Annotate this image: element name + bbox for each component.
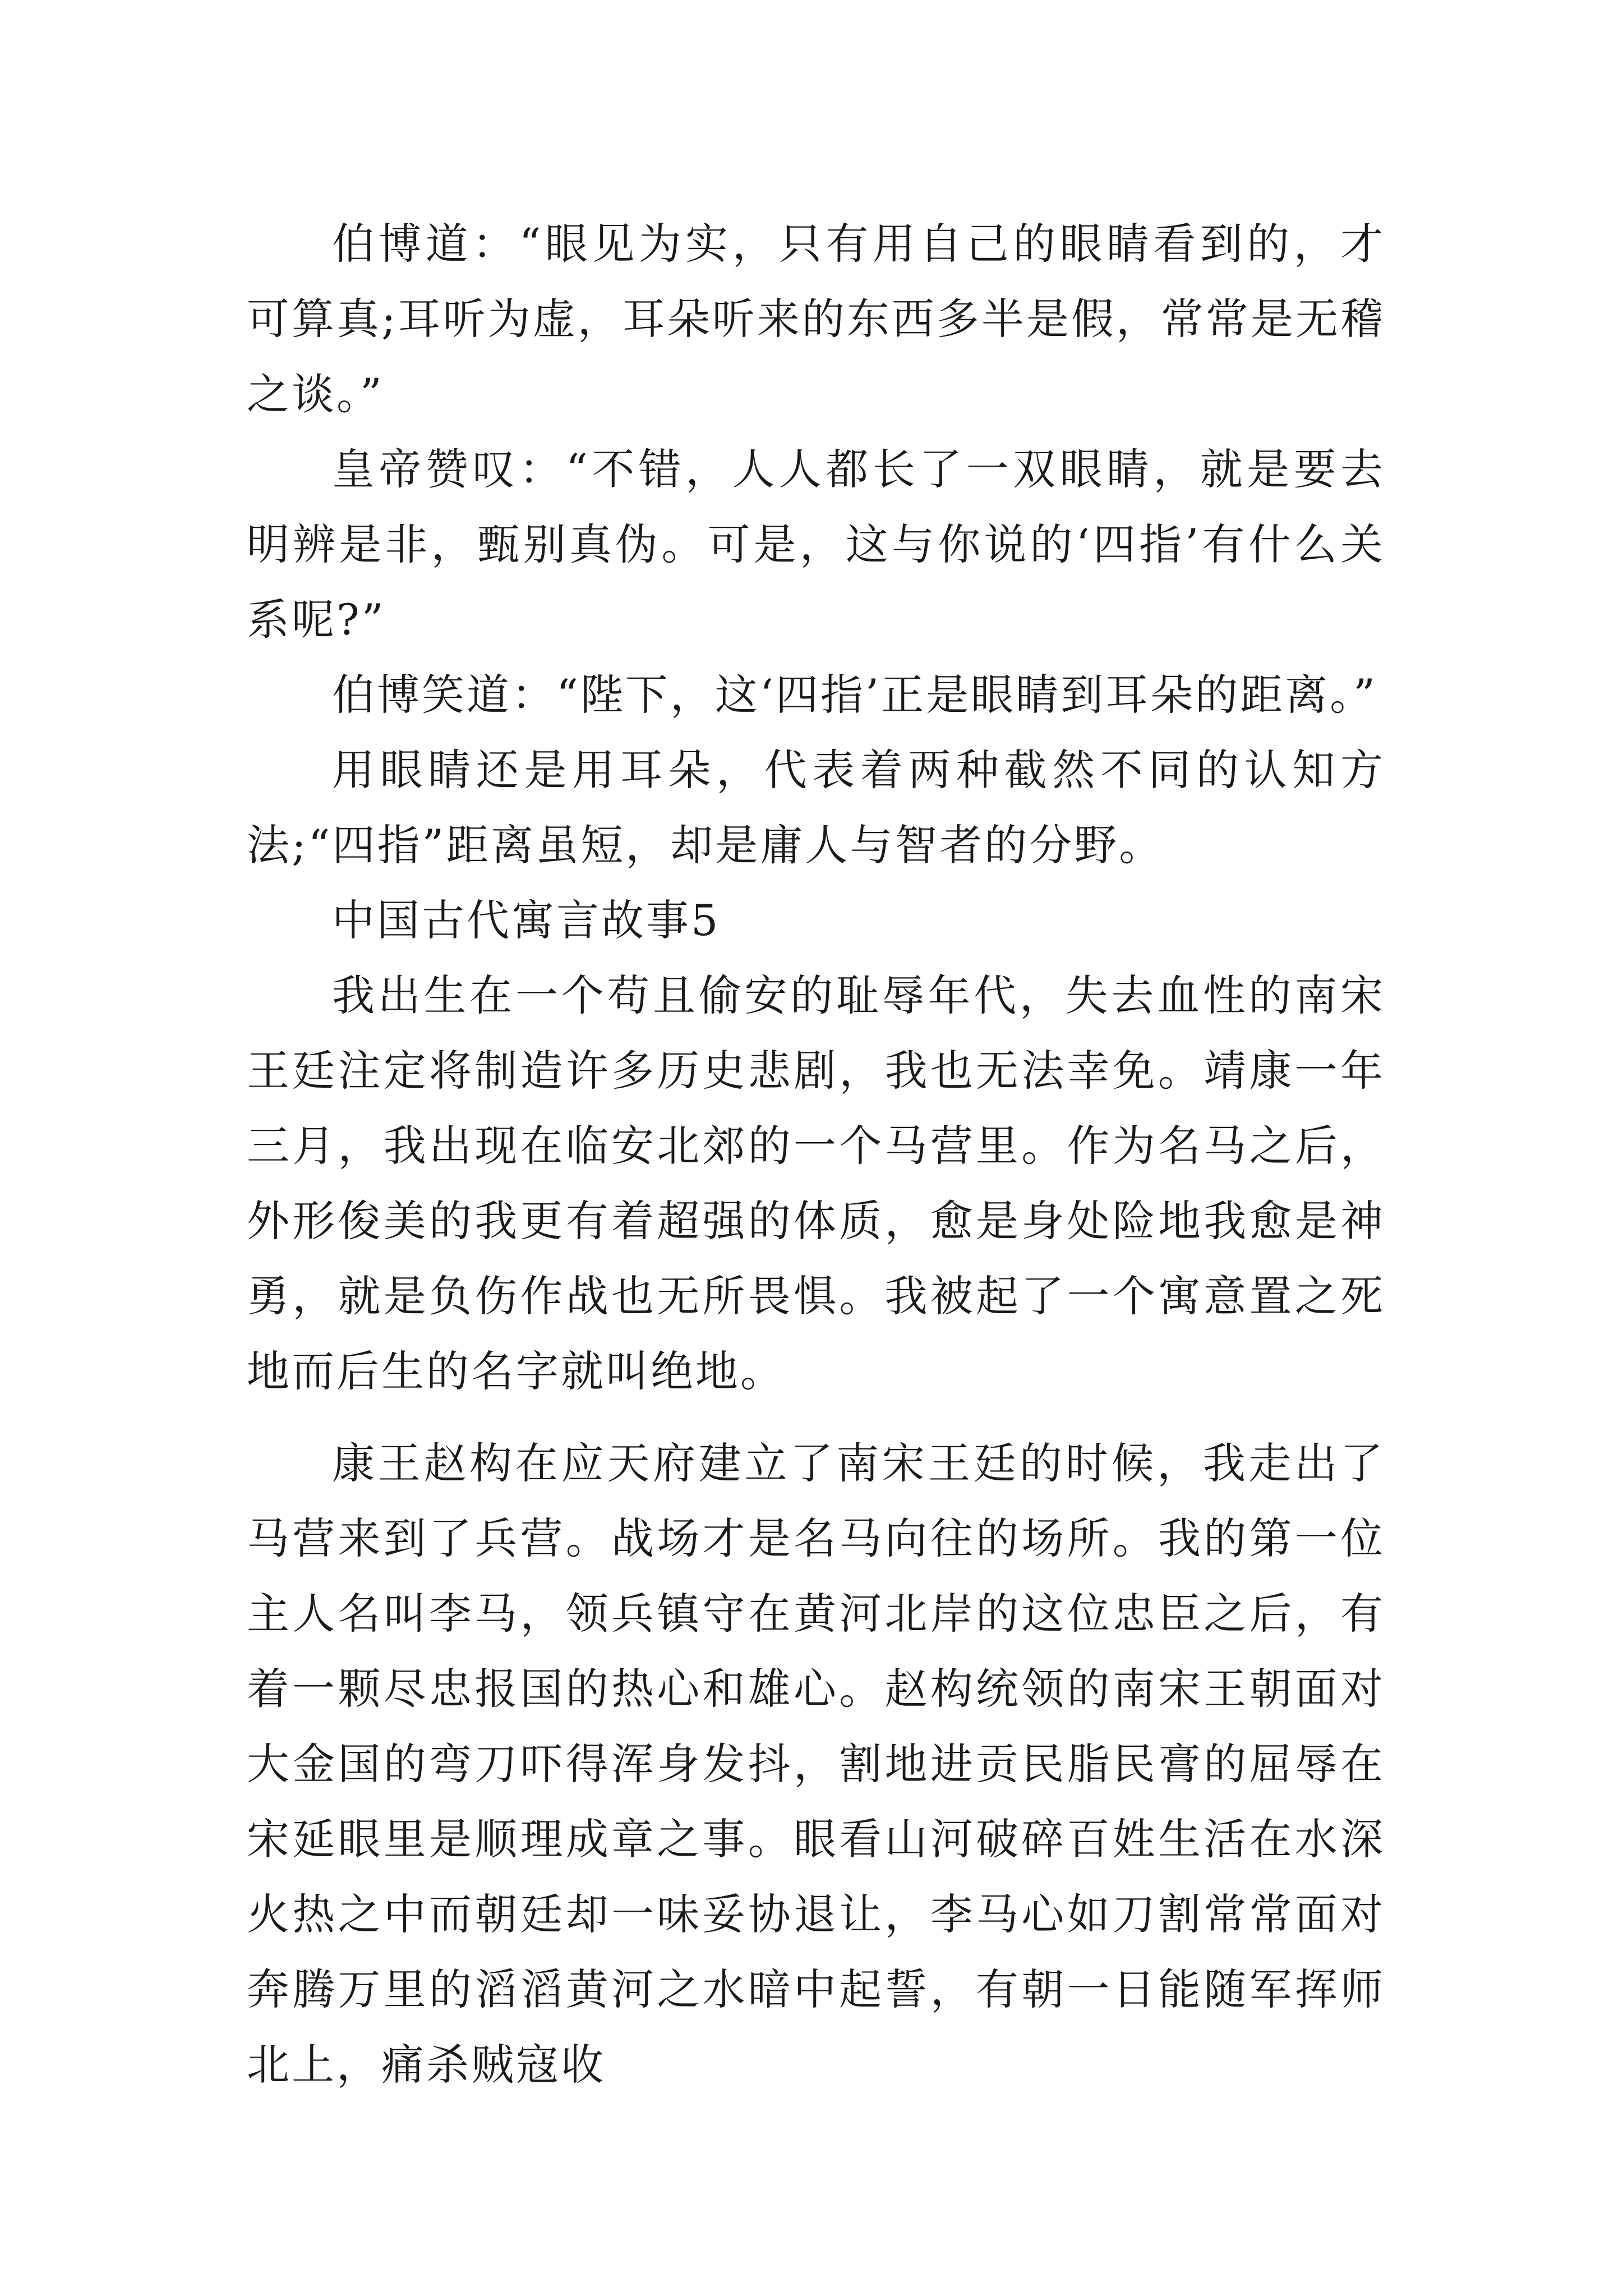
section-heading: 中国古代寓言故事5 [332,895,721,945]
paragraph-emperor-quote: 皇帝赞叹：“不错，人人都长了一双眼睛，就是要去明辨是非，甄别真伪。可是，这与你说的‘四指’有什么关系呢?” [247,444,1385,645]
paragraph-story-continue: 康王赵构在应天府建立了南宋王廷的时候，我走出了马营来到了兵营。战场才是名马向往的场所。我的第一位主人名叫李马，领兵镇守在黄河北岸的这位忠臣之后，有着一颗尽忠报国的热心和雄心。赵构统领的南宋王朝面对大金国的弯刀吓得浑身发抖，割地进贡民脂民膏的屈辱在宋延眼里是顺理成章之事。眼看山河破碎百姓生活在水深火热之中而朝廷却一味妥协退让，李马心如刀割常常面对奔腾万里的滔滔黄河之水暗中起誓，有朝一日能随军挥师北上，痛杀贼寇收 [247,1438,1385,2090]
paragraph-bobo-answer: 伯博笑道：“陛下，这‘四指’正是眼睛到耳朵的距离。” [332,670,1378,720]
paragraph-story-intro: 我出生在一个苟且偷安的耻辱年代，失去血性的南宋王廷注定将制造许多历史悲剧，我也无法幸免。靖康一年三月，我出现在临安北郊的一个马营里。作为名马之后，外形俊美的我更有着超强的体质，愈是身处险地我愈是神勇，就是负伤作战也无所畏惧。我被起了一个寓意置之死地而后生的名字就叫绝地。 [247,970,1385,1396]
document-body [247,206,1385,2102]
paragraph-moral: 用眼睛还是用耳朵，代表着两种截然不同的认知方法;“四指”距离虽短，却是庸人与智者的分野。 [247,745,1385,870]
paragraph-bobo-quote: 伯博道：“眼见为实，只有用自己的眼睛看到的，才可算真;耳听为虚，耳朵听来的东西多半是假，常常是无稽之谈。” [247,219,1385,419]
